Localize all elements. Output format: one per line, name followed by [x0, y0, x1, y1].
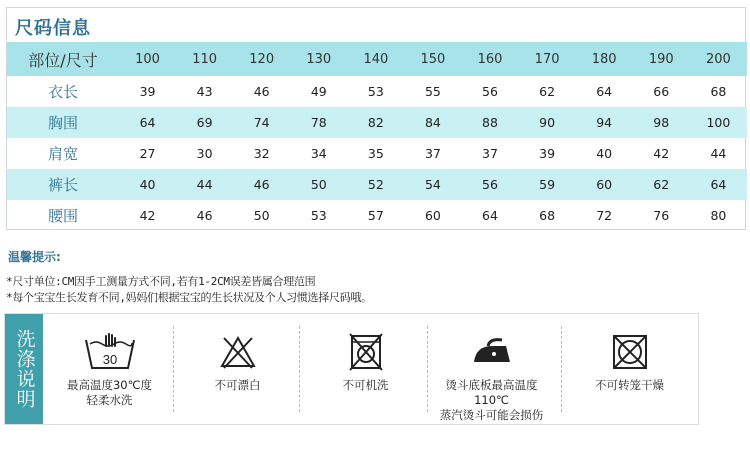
table-cell: 78 [290, 107, 347, 138]
table-cell: 56 [461, 169, 518, 200]
care-text-line: 不可转笼干燥 [595, 378, 664, 392]
no-tumble-dry-icon [610, 332, 650, 372]
care-text-line: 不可机洗 [342, 378, 389, 392]
table-cell: 74 [233, 107, 290, 138]
tip-measurement: *尺寸单位:CM因手工测量方式不同,若有1-2CM误差皆属合理范围 [6, 275, 316, 288]
size-header-cell: 120 [233, 42, 290, 76]
care-text [303, 378, 428, 393]
tip-growth: *每个宝宝生长发育不同,妈妈们根据宝宝的生长状况及个人习惯选择尺码哦。 [6, 291, 372, 304]
divider [173, 326, 174, 412]
table-cell: 53 [367, 84, 384, 99]
table-cell: 68 [539, 208, 556, 223]
table-cell: 57 [367, 208, 384, 223]
table-cell: 39 [139, 84, 156, 99]
size-header-row [7, 42, 747, 76]
care-text-line: 轻柔水洗 [86, 393, 133, 407]
table-cell: 84 [404, 107, 461, 138]
table-cell: 42 [653, 146, 670, 161]
care-text [47, 378, 172, 408]
row-label: 腰围 [47, 207, 78, 225]
size-table [7, 42, 747, 231]
table-cell: 64 [119, 107, 176, 138]
care-item-wash [47, 314, 172, 424]
care-item-tumble [567, 314, 692, 424]
care-text-line: 不可漂白 [214, 378, 261, 392]
table-cell: 76 [653, 208, 670, 223]
iron-110-icon [468, 332, 516, 372]
size-header-cell: 140 [347, 42, 404, 76]
table-cell: 62 [633, 169, 690, 200]
care-item-iron [429, 314, 554, 424]
table-cell: 32 [253, 146, 270, 161]
table-cell: 90 [519, 107, 576, 138]
row-label: 肩宽 [47, 145, 78, 163]
table-cell: 46 [253, 84, 270, 99]
table-cell: 43 [196, 84, 213, 99]
table-row [7, 107, 747, 138]
table-cell: 30 [196, 146, 213, 161]
table-cell: 72 [596, 208, 613, 223]
care-label: 洗涤说明 [13, 329, 36, 409]
table-cell: 69 [176, 107, 233, 138]
care-item-bleach [175, 314, 300, 424]
divider [561, 326, 562, 412]
table-cell: 56 [482, 84, 498, 99]
divider [427, 326, 428, 412]
table-cell: 98 [633, 107, 690, 138]
table-cell: 50 [253, 208, 270, 223]
wash-temp-text: 30 [102, 352, 117, 367]
no-bleach-icon [218, 332, 258, 372]
care-text-line: 烫斗底板最高温度110℃ [445, 378, 538, 407]
table-cell: 68 [710, 84, 727, 99]
table-cell: 54 [404, 169, 461, 200]
care-text [175, 378, 300, 393]
table-cell: 40 [596, 146, 613, 161]
row-label: 胸围 [7, 107, 119, 138]
size-chart-card [6, 7, 746, 230]
care-instructions-panel [4, 313, 699, 425]
table-row [7, 200, 747, 231]
care-text-line: 蒸汽烫斗可能会损伤 [439, 408, 544, 422]
size-chart-title: 尺码信息 [15, 18, 91, 39]
table-cell: 39 [539, 146, 556, 161]
header-label: 部位/尺寸 [7, 42, 119, 76]
size-header-cell: 150 [404, 42, 461, 76]
table-row [7, 76, 747, 107]
table-cell: 59 [519, 169, 576, 200]
size-header-cell: 100 [119, 42, 176, 76]
size-header-cell: 180 [576, 42, 633, 76]
size-header-cell: 190 [633, 42, 690, 76]
table-cell: 55 [424, 84, 441, 99]
table-cell: 52 [347, 169, 404, 200]
table-cell: 66 [653, 84, 670, 99]
table-cell: 34 [310, 146, 327, 161]
table-cell: 60 [576, 169, 633, 200]
table-cell: 37 [424, 146, 441, 161]
size-header-cell: 200 [690, 42, 747, 76]
table-cell: 40 [119, 169, 176, 200]
table-row [7, 169, 747, 200]
divider [299, 326, 300, 412]
size-header-cell: 110 [176, 42, 233, 76]
table-cell: 64 [690, 169, 747, 200]
table-cell: 44 [176, 169, 233, 200]
table-cell: 80 [710, 208, 727, 223]
size-header-cell: 130 [290, 42, 347, 76]
table-cell: 100 [690, 107, 747, 138]
table-cell: 94 [576, 107, 633, 138]
care-label-block [5, 314, 43, 424]
wash-30-icon [84, 332, 136, 372]
table-cell: 82 [347, 107, 404, 138]
table-cell: 27 [139, 146, 156, 161]
size-header-cell: 160 [461, 42, 518, 76]
table-cell: 50 [290, 169, 347, 200]
care-text [429, 378, 554, 423]
table-row [7, 138, 747, 169]
care-item-machine [303, 314, 428, 424]
table-cell: 64 [482, 208, 498, 223]
tips-title: 温馨提示: [8, 250, 61, 264]
care-text [567, 378, 692, 393]
table-cell: 88 [461, 107, 518, 138]
table-cell: 49 [310, 84, 327, 99]
no-machine-wash-icon [346, 332, 386, 372]
table-cell: 60 [424, 208, 441, 223]
table-cell: 53 [310, 208, 327, 223]
table-cell: 62 [539, 84, 556, 99]
table-cell: 64 [596, 84, 613, 99]
table-cell: 46 [233, 169, 290, 200]
table-cell: 42 [139, 208, 156, 223]
table-cell: 46 [196, 208, 213, 223]
row-label: 衣长 [47, 83, 78, 101]
care-text-line: 最高温度30℃度 [66, 378, 153, 392]
table-cell: 44 [710, 146, 727, 161]
size-header-cell: 170 [519, 42, 576, 76]
row-label: 裤长 [7, 169, 119, 200]
table-cell: 37 [482, 146, 498, 161]
table-cell: 35 [367, 146, 384, 161]
